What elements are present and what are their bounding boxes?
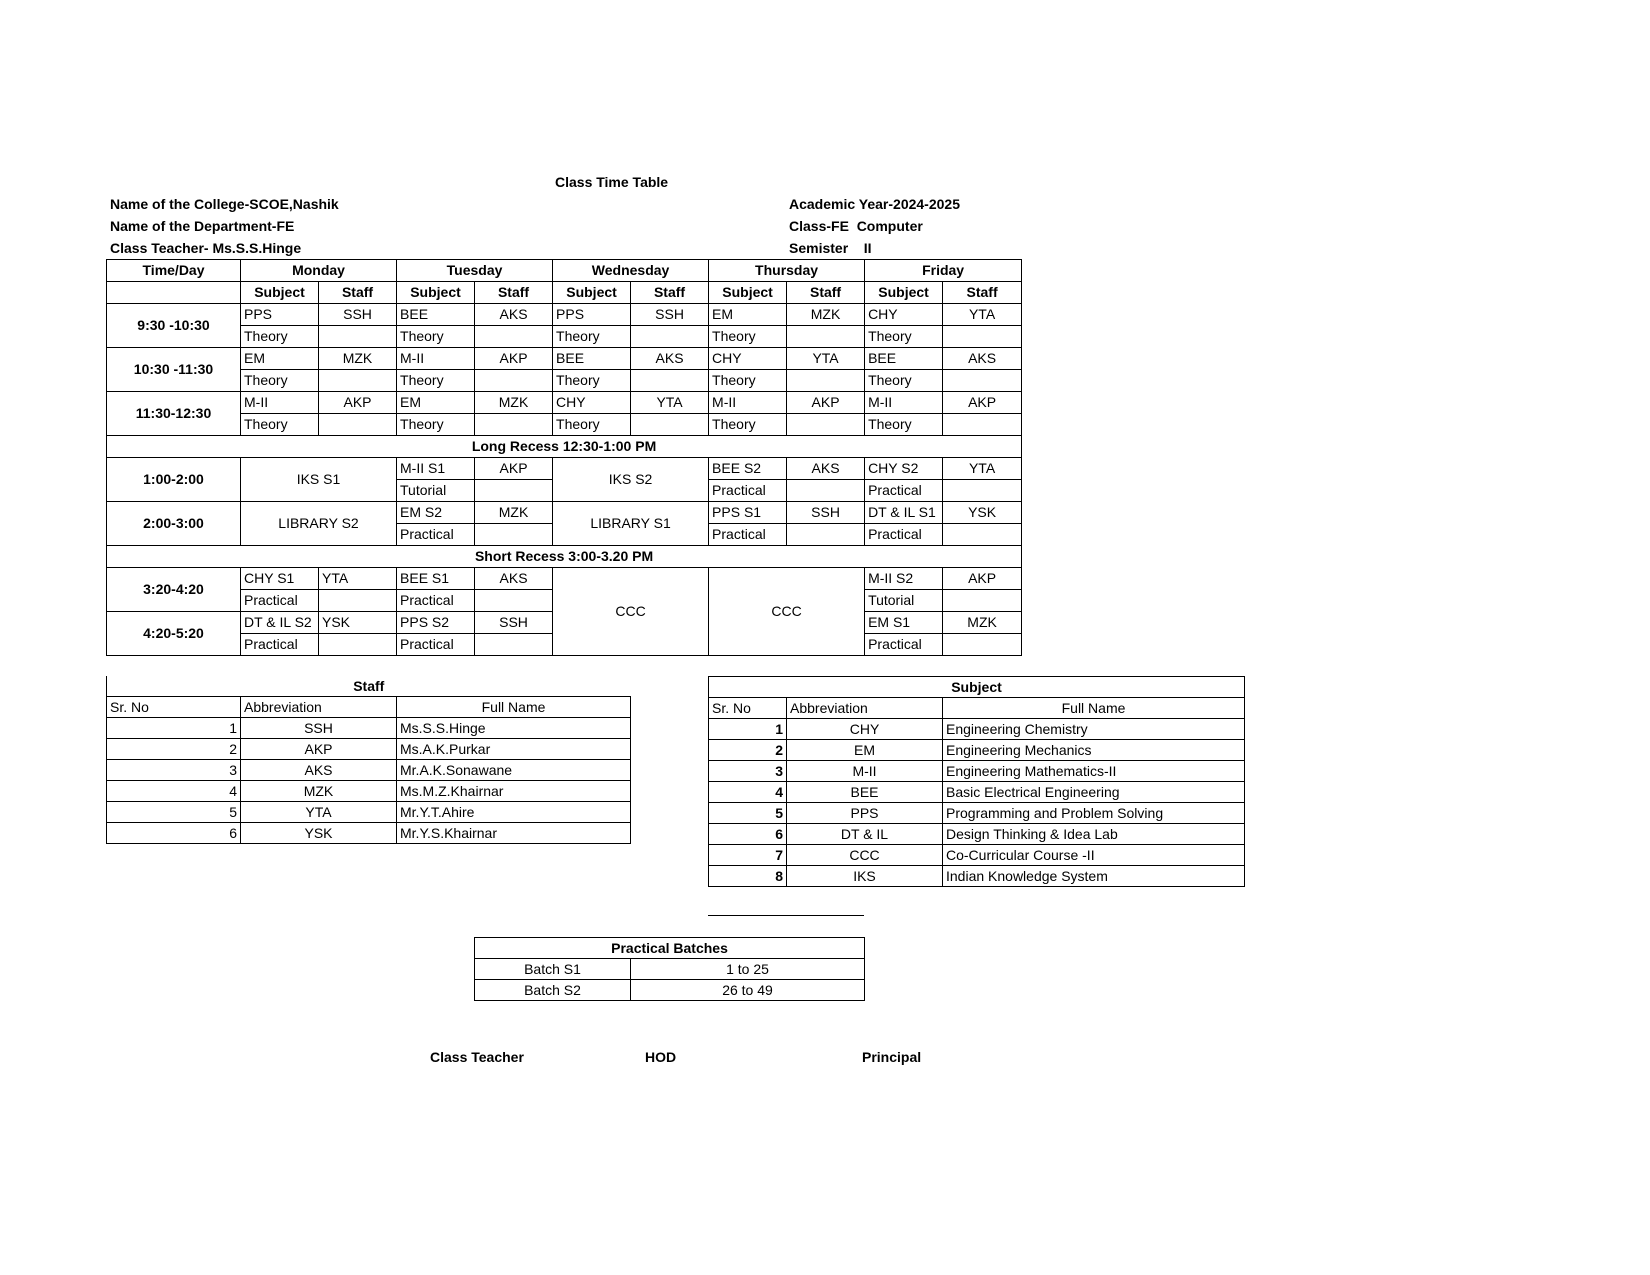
table-cell: 5 [107,802,241,823]
subject-cell: CHY [709,348,787,370]
page-title: Class Time Table [555,174,669,190]
slot-row [107,568,1022,590]
slot-row [107,392,1022,414]
table-row [709,782,1245,803]
table-cell: DT & IL [787,824,943,845]
empty-cell [631,370,709,392]
staff-cell: SSH [319,304,397,326]
subject-cell: CHY [865,304,943,326]
subject-cell: EM [709,304,787,326]
table-cell: 5 [709,803,787,824]
table-row [107,760,631,781]
batches-title: Practical Batches [475,938,865,959]
staff-cell: SSH [631,304,709,326]
subject-table-header [709,698,1245,719]
day-header: Friday [865,260,1022,282]
empty-cell [943,524,1022,546]
class-name: Class-FE Computer [789,218,923,234]
table-cell: SSH [241,718,397,739]
table-row [107,739,631,760]
subject-cell: DT & IL S1 [865,502,943,524]
slot-row [107,458,1022,480]
table-row [709,761,1245,782]
empty-cell [943,480,1022,502]
type-cell: Practical [397,634,475,656]
class-teacher: Class Teacher- Ms.S.S.Hinge [110,240,302,256]
slot-row [107,348,1022,370]
empty-cell [475,590,553,612]
staff-cell: AKS [631,348,709,370]
type-cell: Practical [865,480,943,502]
recess-row [107,436,1022,458]
column-header: Abbreviation [787,698,943,719]
table-row [107,823,631,844]
empty-cell [475,414,553,436]
table-cell: Mr.A.K.Sonawane [397,760,631,781]
slot-row [107,502,1022,524]
staff-cell: AKS [475,568,553,590]
subject-cell: BEE S1 [397,568,475,590]
merged-session: IKS S1 [241,458,397,502]
subject-cell: M-II [241,392,319,414]
table-row [107,718,631,739]
staff-header: Staff [475,282,553,304]
subject-cell: EM S2 [397,502,475,524]
table-cell: BEE [787,782,943,803]
table-cell: Indian Knowledge System [943,866,1245,887]
table-cell: 1 to 25 [631,959,865,980]
subject-cell: CHY [553,392,631,414]
empty-cell [943,590,1022,612]
type-cell: Practical [865,634,943,656]
staff-cell: MZK [319,348,397,370]
table-cell: Engineering Mathematics-II [943,761,1245,782]
staff-cell: SSH [475,612,553,634]
staff-cell: YTA [631,392,709,414]
empty-cell [787,524,865,546]
table-row [107,802,631,823]
table-cell: Programming and Problem Solving [943,803,1245,824]
subject-cell: BEE [397,304,475,326]
slot-row [107,304,1022,326]
type-cell: Tutorial [865,590,943,612]
staff-cell: AKP [943,568,1022,590]
type-cell: Tutorial [397,480,475,502]
staff-cell: YTA [943,458,1022,480]
type-cell: Theory [709,370,787,392]
table-cell: 6 [709,824,787,845]
merged-session: LIBRARY S1 [553,502,709,546]
table-cell: EM [787,740,943,761]
table-cell: AKP [241,739,397,760]
empty-cell [475,634,553,656]
table-cell: 4 [107,781,241,802]
table-cell: CCC [787,845,943,866]
subject-cell: CHY S1 [241,568,319,590]
type-cell: Practical [397,590,475,612]
subject-cell: PPS S1 [709,502,787,524]
type-cell: Theory [865,414,943,436]
type-cell: Theory [553,370,631,392]
merged-session: IKS S2 [553,458,709,502]
staff-header: Staff [319,282,397,304]
empty-cell [943,634,1022,656]
table-cell: Batch S1 [475,959,631,980]
batches-table [474,937,865,1001]
table-row [709,803,1245,824]
staff-header: Staff [631,282,709,304]
empty-cell [475,326,553,348]
table-cell: M-II [787,761,943,782]
table-cell: 7 [709,845,787,866]
type-cell: Theory [709,414,787,436]
staff-cell: AKS [787,458,865,480]
table-cell: 2 [709,740,787,761]
subject-table-title: Subject [709,677,1245,698]
staff-cell: SSH [787,502,865,524]
signature-principal: Principal [862,1049,922,1065]
subject-cell: PPS S2 [397,612,475,634]
empty-cell [319,590,397,612]
ccc-session: CCC [553,568,709,656]
table-cell: Design Thinking & Idea Lab [943,824,1245,845]
staff-cell: YTA [319,568,397,590]
type-cell: Practical [241,590,319,612]
table-row [709,719,1245,740]
academic-year: Academic Year-2024-2025 [789,196,960,212]
empty-cell [943,370,1022,392]
staff-cell: MZK [943,612,1022,634]
day-header: Tuesday [397,260,553,282]
subject-header: Subject [553,282,631,304]
slot-type-row [107,414,1022,436]
table-cell: CHY [787,719,943,740]
empty-cell [943,326,1022,348]
subject-cell: PPS [553,304,631,326]
staff-cell: AKP [475,348,553,370]
table-row [475,980,865,1001]
table-row [107,781,631,802]
time-slot: 3:20-4:20 [107,568,241,612]
table-cell: YTA [241,802,397,823]
subject-cell: DT & IL S2 [241,612,319,634]
semester: Semister II [789,240,872,256]
type-cell: Theory [397,414,475,436]
type-cell: Theory [397,370,475,392]
subject-cell: EM S1 [865,612,943,634]
table-cell: Mr.Y.S.Khairnar [397,823,631,844]
table-row [709,845,1245,866]
department-name: Name of the Department-FE [110,218,295,234]
type-cell: Practical [709,524,787,546]
type-cell: Theory [397,326,475,348]
subject-cell: BEE [865,348,943,370]
table-row [709,740,1245,761]
subject-header: Subject [709,282,787,304]
time-slot: 10:30 -11:30 [107,348,241,392]
divider [708,915,864,916]
table-cell: 1 [107,718,241,739]
empty-cell [319,370,397,392]
staff-cell: MZK [475,392,553,414]
staff-header: Staff [787,282,865,304]
type-cell: Theory [553,414,631,436]
subject-cell: M-II [397,348,475,370]
time-slot: 2:00-3:00 [107,502,241,546]
empty-cell [787,326,865,348]
empty-cell [787,480,865,502]
recess-row [107,546,1022,568]
table-cell: MZK [241,781,397,802]
table-cell: 6 [107,823,241,844]
table-cell: Co-Curricular Course -II [943,845,1245,866]
timetable-subheader-row [107,282,1022,304]
empty-cell [319,414,397,436]
table-cell: Engineering Chemistry [943,719,1245,740]
college-name: Name of the College-SCOE,Nashik [110,196,339,212]
empty-cell [943,414,1022,436]
subject-cell: M-II [865,392,943,414]
table-row [709,866,1245,887]
empty-cell [319,634,397,656]
type-cell: Theory [241,326,319,348]
time-slot: 1:00-2:00 [107,458,241,502]
staff-cell: YSK [319,612,397,634]
staff-cell: YTA [787,348,865,370]
signature-class-teacher: Class Teacher [430,1049,524,1065]
subject-cell: EM [241,348,319,370]
table-cell: IKS [787,866,943,887]
column-header: Sr. No [107,697,241,718]
signature-hod: HOD [645,1049,677,1065]
table-cell: Batch S2 [475,980,631,1001]
empty-cell [475,370,553,392]
subject-cell: M-II S1 [397,458,475,480]
table-cell: Ms.M.Z.Khairnar [397,781,631,802]
empty-cell [319,326,397,348]
type-cell: Practical [865,524,943,546]
timetable [106,259,1022,656]
empty-cell [475,524,553,546]
table-cell: PPS [787,803,943,824]
slot-type-row [107,326,1022,348]
table-cell: 4 [709,782,787,803]
subject-header: Subject [865,282,943,304]
subject-cell: CHY S2 [865,458,943,480]
staff-cell: MZK [475,502,553,524]
table-cell: 1 [709,719,787,740]
staff-table-header [107,697,631,718]
table-row [475,959,865,980]
table-row [709,824,1245,845]
type-cell: Practical [397,524,475,546]
subject-cell: M-II S2 [865,568,943,590]
time-slot: 9:30 -10:30 [107,304,241,348]
staff-cell: YSK [943,502,1022,524]
subject-cell: PPS [241,304,319,326]
subject-header: Subject [397,282,475,304]
staff-cell: AKS [475,304,553,326]
subject-table [708,676,1245,887]
empty-cell [631,414,709,436]
type-cell: Theory [241,414,319,436]
time-slot: 11:30-12:30 [107,392,241,436]
table-cell: Engineering Mechanics [943,740,1245,761]
staff-cell: AKS [943,348,1022,370]
table-cell: Ms.A.K.Purkar [397,739,631,760]
type-cell: Practical [241,634,319,656]
short-recess: Short Recess 3:00-3.20 PM [107,546,1022,568]
time-day-header: Time/Day [107,260,241,282]
day-header: Monday [241,260,397,282]
empty-cell [631,326,709,348]
column-header: Full Name [397,697,631,718]
table-cell: YSK [241,823,397,844]
staff-header: Staff [943,282,1022,304]
staff-cell: AKP [943,392,1022,414]
empty-cell [475,480,553,502]
type-cell: Practical [709,480,787,502]
day-header: Wednesday [553,260,709,282]
table-cell: Basic Electrical Engineering [943,782,1245,803]
table-cell: Mr.Y.T.Ahire [397,802,631,823]
day-header: Thursday [709,260,865,282]
column-header: Sr. No [709,698,787,719]
table-cell: 2 [107,739,241,760]
type-cell: Theory [865,326,943,348]
staff-table [106,676,631,844]
column-header: Full Name [943,698,1245,719]
empty-cell [787,370,865,392]
table-cell: Ms.S.S.Hinge [397,718,631,739]
subject-cell: M-II [709,392,787,414]
time-slot: 4:20-5:20 [107,612,241,656]
column-header: Abbreviation [241,697,397,718]
subject-header: Subject [241,282,319,304]
subject-cell: BEE S2 [709,458,787,480]
ccc-session: CCC [709,568,865,656]
subject-cell: BEE [553,348,631,370]
staff-cell: AKP [787,392,865,414]
timetable-day-row [107,260,1022,282]
empty-cell [787,414,865,436]
empty-cell [107,282,241,304]
table-cell: 3 [709,761,787,782]
type-cell: Theory [553,326,631,348]
long-recess: Long Recess 12:30-1:00 PM [107,436,1022,458]
subject-cell: EM [397,392,475,414]
staff-cell: YTA [943,304,1022,326]
table-cell: AKS [241,760,397,781]
staff-cell: AKP [319,392,397,414]
staff-cell: AKP [475,458,553,480]
table-cell: 8 [709,866,787,887]
table-cell: 3 [107,760,241,781]
staff-table-title: Staff [107,676,631,697]
type-cell: Theory [709,326,787,348]
staff-cell: MZK [787,304,865,326]
type-cell: Theory [241,370,319,392]
slot-type-row [107,370,1022,392]
table-cell: 26 to 49 [631,980,865,1001]
merged-session: LIBRARY S2 [241,502,397,546]
type-cell: Theory [865,370,943,392]
